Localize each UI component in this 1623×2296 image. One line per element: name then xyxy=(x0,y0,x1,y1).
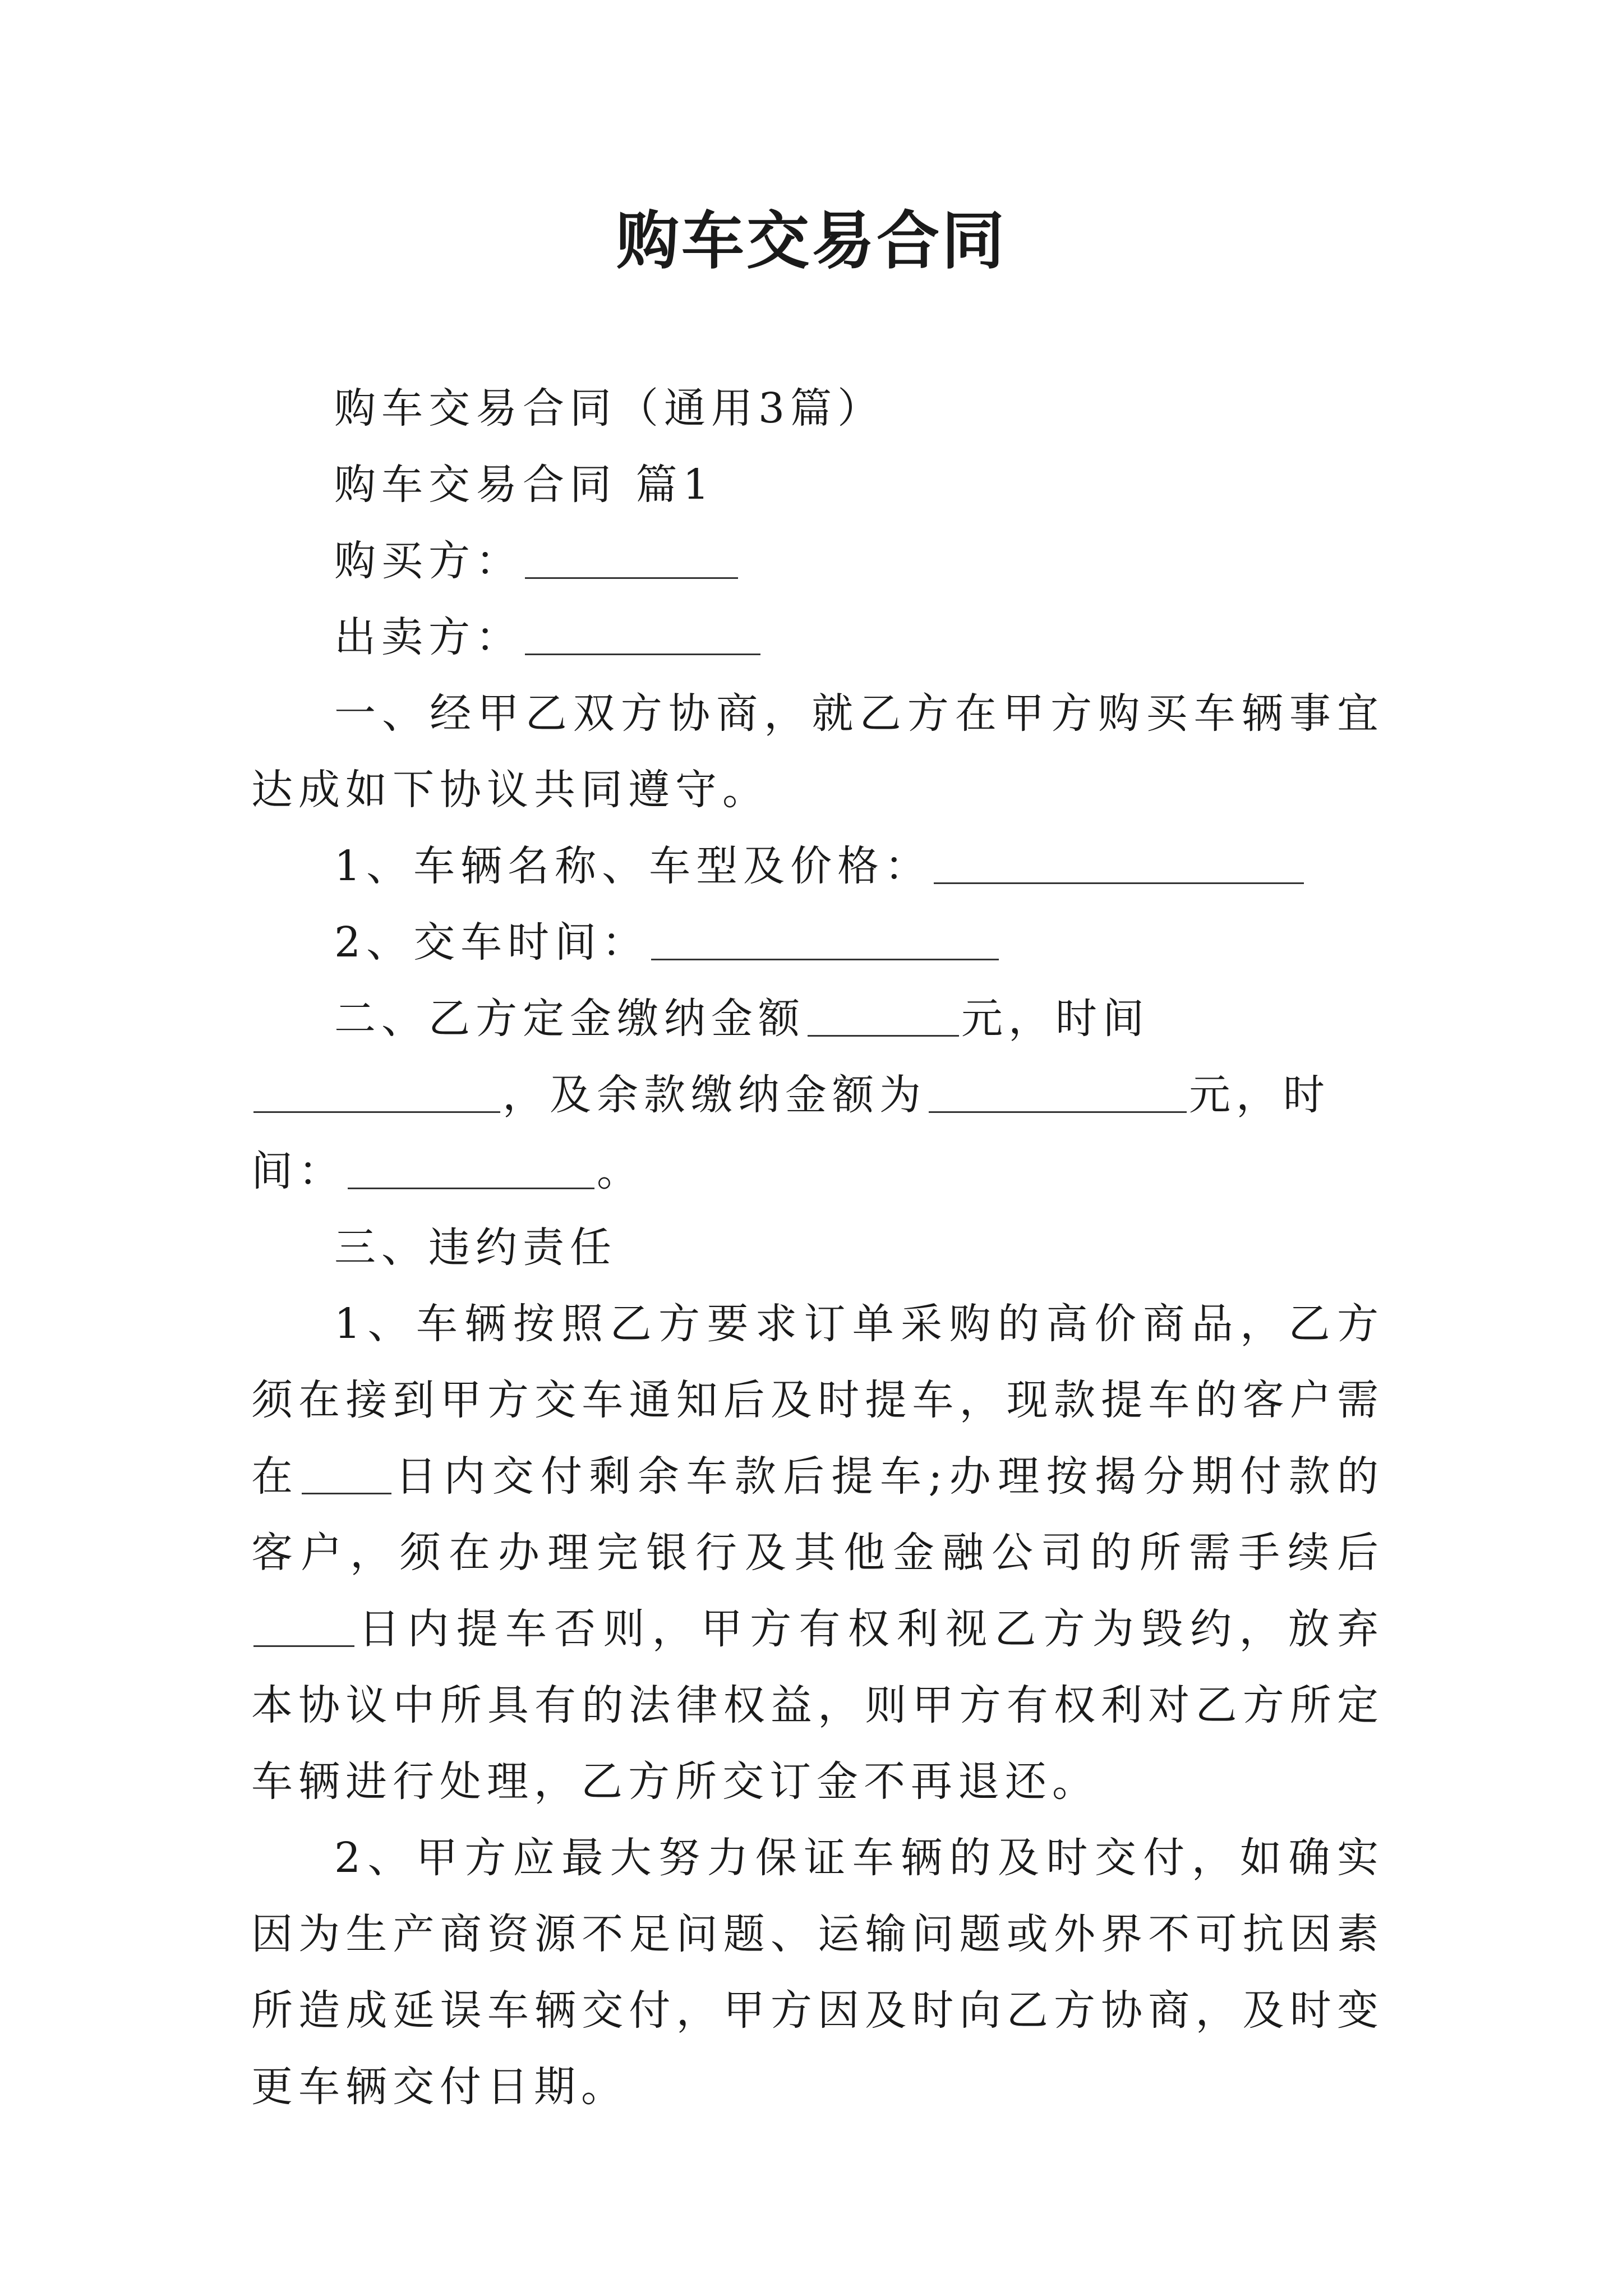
buyer-label: 购买方： xyxy=(334,537,523,585)
clause-3-1: 1、车辆按照乙方要求订单采购的高价商品，乙方须在接到甲方交车通知后及时提车，现款提车的客户需在 日内交付剩余车款后提车;办理按揭分期付款的客户，须在办理完银行及其他金融公司的所需手续后日内提车否则，甲方有权利视乙方为毁约，放弃本协议中所具有的法律权益，则甲方有权利对乙方所定车辆进行处理，乙方所交订金不再退还。 xyxy=(251,1300,1385,1806)
clause-2: 二、乙方定金缴纳金额 元，时间，及余款缴纳金额为 元，时间： 。 xyxy=(251,995,1330,1195)
document-title: 购车交易合同 xyxy=(616,204,1007,278)
clause-3-heading: 三、违约责任 xyxy=(334,1223,617,1272)
buyer-blank xyxy=(525,538,738,579)
deposit-time-blank xyxy=(253,1072,500,1113)
clause-1-intro: 一、经甲乙双方协商，就乙方在甲方购买车辆事宜达成如下协议共同遵守。 xyxy=(251,689,1384,814)
loan-pickup-days-blank xyxy=(253,1606,354,1647)
subtitle: 购车交易合同（通用3篇） xyxy=(334,384,885,432)
seller-blank xyxy=(525,614,760,655)
seller-line xyxy=(251,599,1384,675)
item-2-blank xyxy=(651,919,999,960)
deposit-amount-blank xyxy=(808,996,959,1037)
document-body xyxy=(251,370,1384,2125)
balance-amount-blank xyxy=(929,1072,1187,1113)
buyer-line xyxy=(251,523,1384,599)
item-2-line xyxy=(251,904,1384,981)
item-1-label: 1、车辆名称、车型及价格： xyxy=(334,842,932,890)
item-1-blank xyxy=(934,843,1304,884)
balance-time-blank xyxy=(348,1148,594,1189)
item-1-line xyxy=(251,828,1384,904)
section-heading: 购车交易合同 篇1 xyxy=(334,461,715,509)
clause-3-2: 2、甲方应最大努力保证车辆的及时交付，如确实因为生产商资源不足问题、运输问题或外界不可抗因素所造成延误车辆交付，甲方因及时向乙方协商，及时变更车辆交付日期。 xyxy=(251,1834,1384,2111)
pickup-days-blank xyxy=(302,1453,391,1494)
seller-label: 出卖方： xyxy=(334,613,523,661)
item-2-label: 2、交车时间： xyxy=(334,918,649,967)
